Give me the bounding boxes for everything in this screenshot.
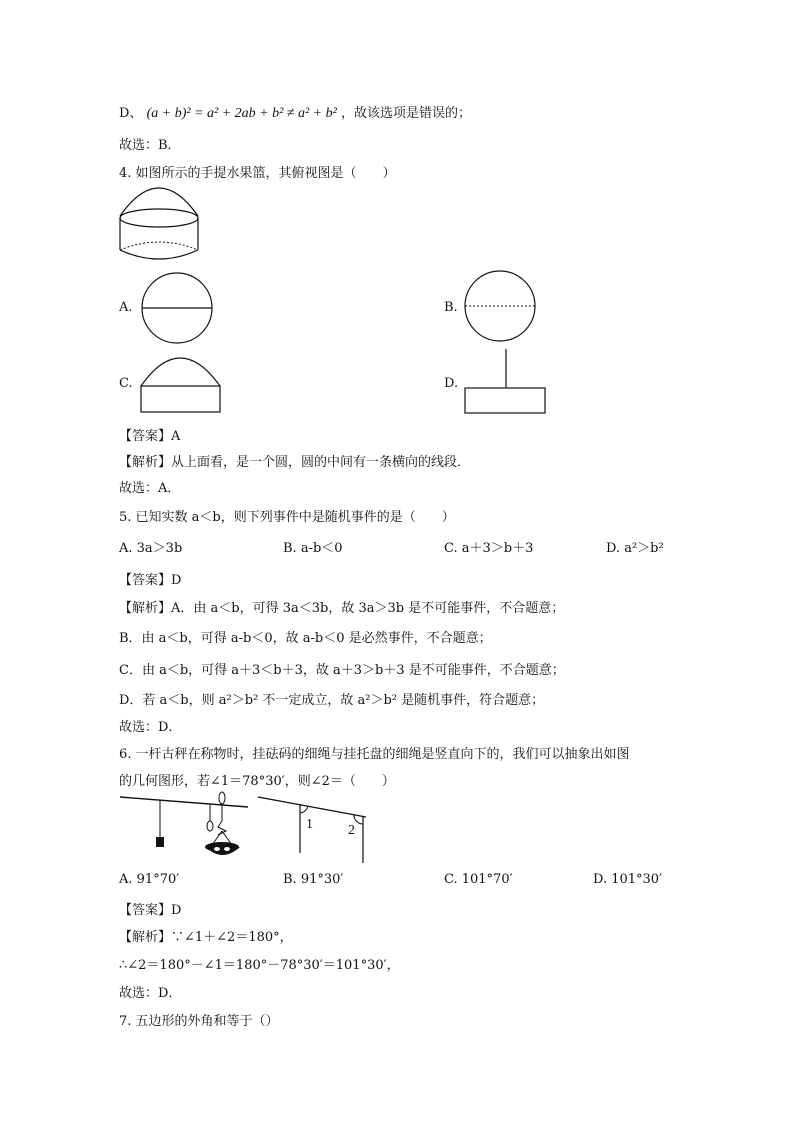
q7-stem: 7. 五边形的外角和等于（） [119,1014,279,1029]
q4-analysis: 【解析】从上面看，是一个圆，圆的中间有一条横向的线段． [119,455,471,470]
q3-option-d-line [119,102,471,122]
q6-analysis-line2: ∴∠2＝180°－∠1＝180°－78°30′＝101°30′， [119,958,400,973]
q6-option-b: B. 91°30′ [283,872,344,887]
q6-angle-1-label: 1 [306,817,313,832]
q3-option-d-math: (a + b)² = a² + 2ab + b² ≠ a² + b² [146,106,337,121]
q5-analysis-a: 【解析】A．由 a＜b，可得 3a＜3b，故 3a＞3b 是不可能事件，不合题意； [119,601,565,616]
q6-angle-2-label: 2 [348,823,355,838]
q4-option-c-label: C. [119,376,133,391]
q5-option-a: A. 3a＞3b [119,541,183,556]
q4-option-b-label: B. [444,300,458,315]
q5-analysis-b: B．由 a＜b，可得 a-b＜0，故 a-b＜0 是必然事件，不合题意； [119,631,492,646]
q4-basket-figure [118,186,202,266]
q4-stem: 4. 如图所示的手提水果篮，其俯视图是（ ） [119,166,396,181]
q3-conclusion: 故选：B． [119,138,181,153]
q6-geometry-figure [256,795,368,865]
q5-option-b: B. a-b＜0 [283,541,343,556]
q5-option-c: C. a＋3＞b＋3 [444,541,534,556]
q6-analysis-line1: 【解析】∵∠1＋∠2＝180°， [119,930,293,945]
q6-option-d: D. 101°30′ [593,872,663,887]
q5-analysis-d: D．若 a＜b，则 a²＞b² 不一定成立，故 a²＞b² 是随机事件，符合题意； [119,693,545,708]
q4-option-d-label: D. [444,376,459,391]
q4-conclusion: 故选：A． [119,481,181,496]
q4-option-b-figure [464,270,536,342]
q4-option-d-figure [464,348,546,414]
q5-stem: 5. 已知实数 a＜b，则下列事件中是随机事件的是（ ） [119,510,455,525]
q5-conclusion: 故选：D． [119,720,182,735]
q6-stem-line1: 6. 一杆古秤在称物时，挂砝码的细绳与挂托盘的细绳是竖直向下的，我们可以抽象出如图 [119,747,630,762]
q4-option-a-figure [140,272,214,344]
q5-analysis-c: C．由 a＜b，可得 a＋3＜b＋3，故 a＋3＞b＋3 是不可能事件，不合题意； [119,663,565,678]
q3-option-d-prefix: D、 [119,106,143,121]
q4-option-c-figure [140,348,222,414]
q6-option-a: A. 91°70′ [119,872,180,887]
q6-stem-line2: 的几何图形，若∠1＝78°30′，则∠2＝（ ） [119,774,395,789]
q3-option-d-suffix: ，故该选项是错误的； [340,106,471,121]
q6-answer: 【答案】D [119,903,182,918]
q6-conclusion: 故选：D． [119,986,182,1001]
q4-option-a-label: A. [119,300,133,315]
q6-steelyard-figure [118,793,250,863]
q5-option-d: D. a²＞b² [606,541,664,556]
q5-answer: 【答案】D [119,573,182,588]
q6-option-c: C. 101°70′ [444,872,513,887]
q4-answer: 【答案】A [119,429,181,444]
